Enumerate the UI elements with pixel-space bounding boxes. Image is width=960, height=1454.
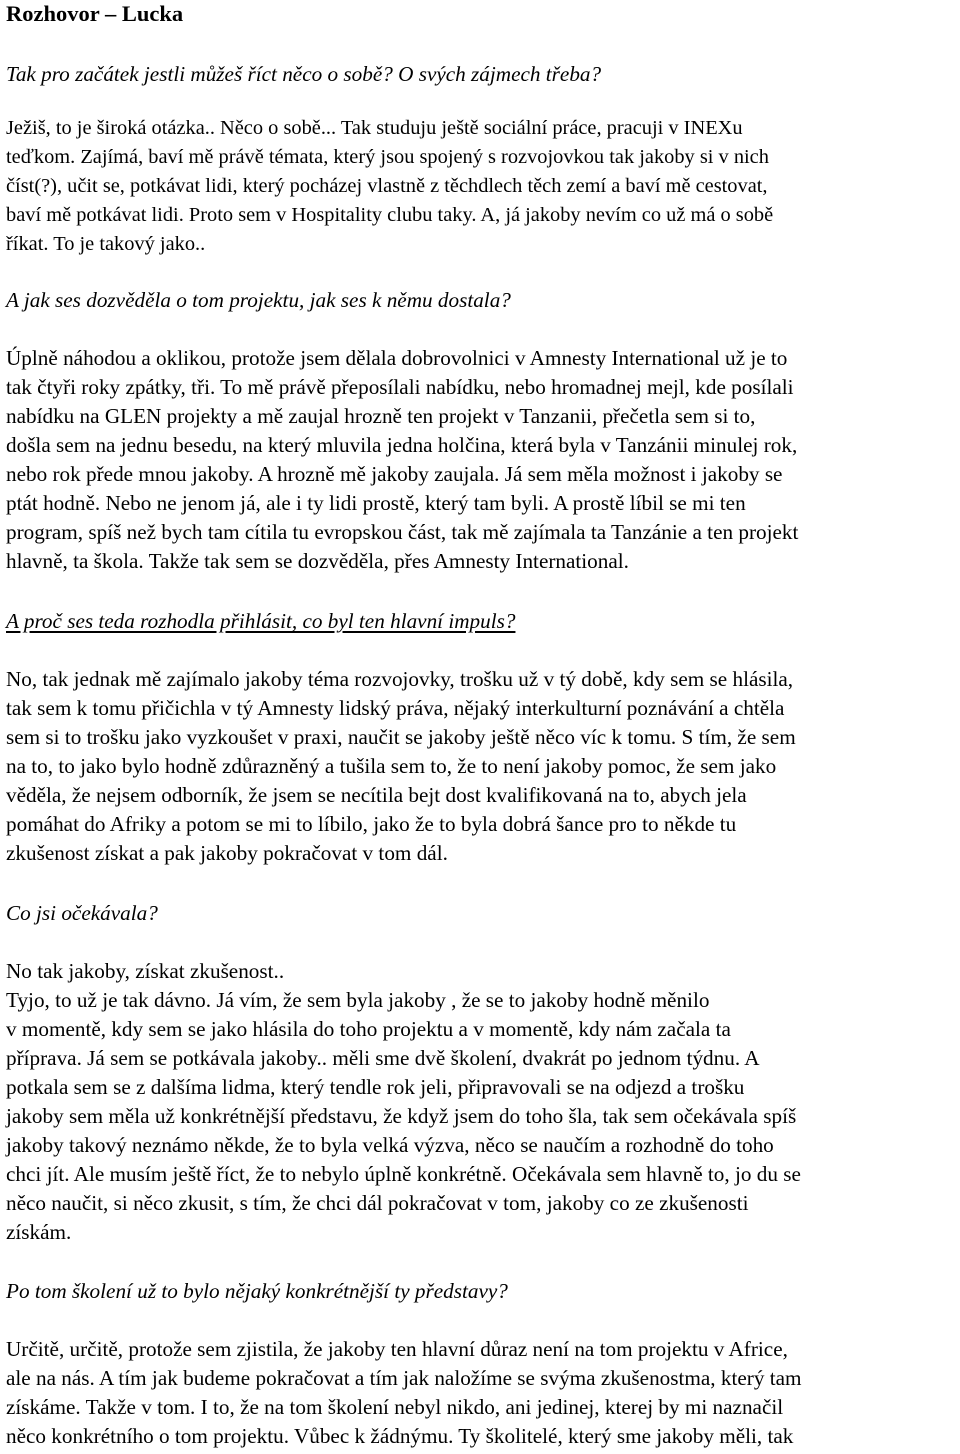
answer-4: Tyjo, to už je tak dávno. Já vím, že sem byla jakoby , že se to jakoby hodně měnilo v momentě, kdy sem se jako hlásila do toho projektu a v momentě, kdy nám začala ta příprava. Já sem se potkávala jakoby.. měli sme dvě školení, dvakrát po jednom týdnu. A potkala sem se z dalšíma lidma, který tendle rok jeli, připravovali se na odjezd a trošku jakoby sem měla už konkrétnější představu, že když jsem do toho šla, tak sem očekávala spíš jakoby takový neznámo někde, že to byla velká výzva, něco se naučím a rozhodně do toho chci jít. Ale musím ještě říct, že to nebylo úplně konkrétně. Očekávala sem hlavně to, jo du se něco naučit, si něco zkusit, s tím, že chci dál pokračovat v tom, jakoby co ze zkušenosti získám. (6, 988, 801, 1244)
answer-5: Určitě, určitě, protože sem zjistila, že jakoby ten hlavní důraz není na tom projektu v Africe, ale na nás. A tím jak budeme pokračovat a tím jak naložíme se svýma zkušenostma, který tam získáme. Takže v tom. I to, že na tom školení nebyl nikdo, ani jedinej, kterej by mi naznačil něco konkrétního o tom projektu. Vůbec k žádnýmu. Ty školitelé, který sme jakoby měli, tak (6, 1337, 802, 1448)
question-1: Tak pro začátek jestli můžeš říct něco o sobě? O svých zájmech třeba? (6, 62, 602, 86)
answer-2: Úplně náhodou a oklikou, protože jsem dělala dobrovolnici v Amnesty International už je to tak čtyři roky zpátky, tři. To mě právě přeposílali nabídku, nebo hromadnej mejl, kde posílali nabídku na GLEN projekty a mě zaujal hrozně ten projekt v Tanzanii, přečetla sem si to, došla sem na jednu besedu, na který mluvila jedna holčina, která byla v Tanzánii minulej rok, nebo rok přede mnou jakoby. A hrozně mě jakoby zaujala. Já sem měla možnost i jakoby se ptát hodně. Nebo ne jenom já, ale i ty lidi prostě, který tam byli. A prostě líbil se mi ten program, spíš než bych tam cítila tu evropskou část, tak mě zajímala ta Tanzánie a ten projekt hlavně, ta škola. Takže tak sem se dozvěděla, přes Amnesty International. (6, 346, 799, 573)
question-5: Po tom školení už to bylo nějaký konkrétnější ty představy? (6, 1279, 508, 1303)
question-2: A jak ses dozvěděla o tom projektu, jak ses k němu dostala? (6, 288, 511, 312)
question-4: Co jsi očekávala? (6, 901, 158, 925)
answer-3: No, tak jednak mě zajímalo jakoby téma rozvojovky, trošku už v tý době, kdy sem se hlásila, tak sem k tomu přičichla v tý Amnesty lidský práva, nějaký interkulturní poznávání a chtěla sem si to trošku jako vyzkoušet v praxi, naučit se jakoby ještě něco víc k tomu. S tím, že sem na to, to jako bylo hodně zdůrazněný a tušila sem to, že to není jakoby pomoc, že sem jako věděla, že nejsem odborník, že jsem se necítila bejt dost kvalifikovaná na to, abych jela pomáhat do Afriky a potom se mi to líbilo, jako že to byla dobrá šance pro to někde tu zkušenost získat a pak jakoby pokračovat v tom dál. (6, 667, 796, 865)
document-title: Rozhovor – Lucka (6, 1, 184, 26)
answer-4-intro: No tak jakoby, získat zkušenost.. (6, 959, 285, 983)
question-3: A proč ses teda rozhodla přihlásit, co byl ten hlavní impuls? (6, 609, 516, 633)
answer-1: Ježiš, to je široká otázka.. Něco o sobě... Tak studuju ještě sociální práce, pracuji v INEXu teďkom. Zajímá, baví mě právě témata, který jsou spojený s rozvojovkou tak jakoby si v nich číst(?), učit se, potkávat lidi, který pocházej vlastně z těchdlech těch zemí a baví mě cestovat, baví mě potkávat lidi. Proto sem v Hospitality clubu taky. A, já jakoby nevím co už má o sobě říkat. To je takový jako.. (6, 117, 774, 255)
